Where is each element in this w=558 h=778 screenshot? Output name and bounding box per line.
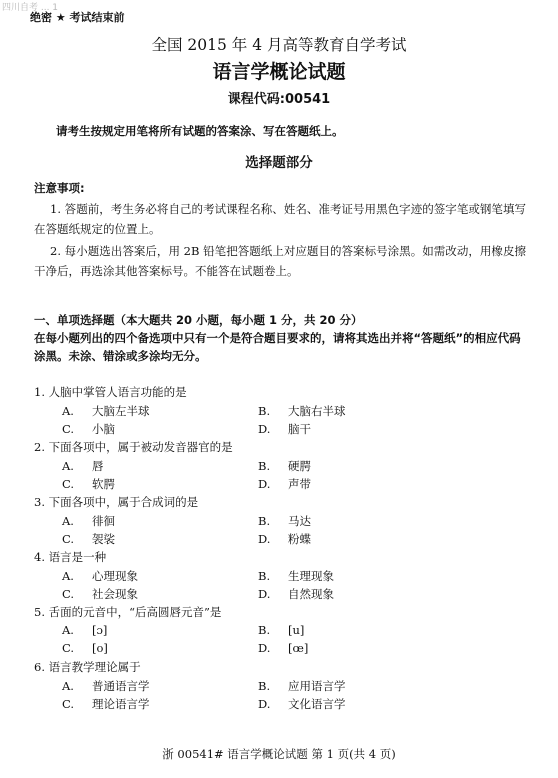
note-item-2: 2. 每小题选出答案后，用 2B 铅笔把答题纸上对应题目的答案标号涂黑。如需改动，用橡皮擦干净后，再选涂其他答案标号。不能答在试题卷上。: [34, 244, 526, 278]
option-d: D. 自然现象: [258, 587, 334, 601]
question-stem: 2. 下面各项中，属于被动发音器官的是: [34, 440, 233, 454]
page-footer: 浙 00541# 语言学概论试题 第 1 页(共 4 页): [162, 747, 396, 761]
option-a: A. 心理现象: [62, 569, 138, 583]
option-d: D. 粉蝶: [258, 532, 311, 546]
option-c: C. 社会现象: [62, 587, 138, 601]
subject-title: 语言学概论试题: [212, 61, 346, 83]
option-b: B. [u]: [258, 623, 305, 637]
question-stem: 5. 舌面的元音中，“后高圆唇元音”是: [34, 605, 222, 619]
option-d: D. [œ]: [258, 641, 309, 655]
section-desc: 在每小题列出的四个备选项中只有一个是符合题目要求的，请将其选出并将“答题纸”的相应代码涂黑。未涂、错涂或多涂均无分。: [34, 331, 521, 363]
watermark: 四川自考 ... 1: [2, 3, 59, 13]
instruction: 请考生按规定用笔将所有试题的答案涂、写在答题纸上。: [56, 124, 344, 138]
notes-heading: 注意事项:: [34, 181, 85, 195]
section-title: 一、单项选择题（本大题共 20 小题，每小题 1 分，共 20 分）: [34, 313, 363, 327]
option-d: D. 文化语言学: [258, 697, 346, 711]
question-stem: 1. 人脑中掌管人语言功能的是: [34, 385, 187, 399]
option-d: D. 声带: [258, 477, 311, 491]
option-c: C. 袈裟: [62, 532, 115, 546]
option-a: A. 大脑左半球: [62, 404, 150, 418]
option-c: C. 软腭: [62, 477, 115, 491]
option-c: C. 理论语言学: [62, 697, 150, 711]
option-b: B. 应用语言学: [258, 679, 346, 693]
question-stem: 6. 语言教学理论属于: [34, 660, 141, 674]
course-code: 课程代码:00541: [227, 92, 331, 107]
question-stem: 4. 语言是一种: [34, 550, 107, 564]
part-title: 选择题部分: [245, 155, 313, 171]
note-item-1: 1. 答题前，考生务必将自己的考试课程名称、姓名、准考证号用黑色字迹的签字笔或钢笔填写在答题纸规定的位置上。: [34, 202, 526, 236]
exam-title: 全国 2015 年 4 月高等教育自学考试: [151, 36, 407, 54]
option-b: B. 硬腭: [258, 459, 311, 473]
option-b: B. 生理现象: [258, 569, 334, 583]
question-stem: 3. 下面各项中，属于合成词的是: [34, 495, 199, 509]
secret-label: 绝密 ★ 考试结束前: [30, 11, 125, 24]
option-c: C. 小脑: [62, 422, 115, 436]
option-d: D. 脑干: [258, 422, 311, 436]
option-b: B. 马达: [258, 514, 311, 528]
option-a: A. [ɔ]: [62, 623, 108, 637]
option-c: C. [o]: [62, 641, 108, 655]
option-b: B. 大脑右半球: [258, 404, 346, 418]
option-a: A. 普通语言学: [62, 679, 150, 693]
option-a: A. 徘徊: [62, 514, 115, 528]
option-a: A. 唇: [62, 459, 104, 473]
